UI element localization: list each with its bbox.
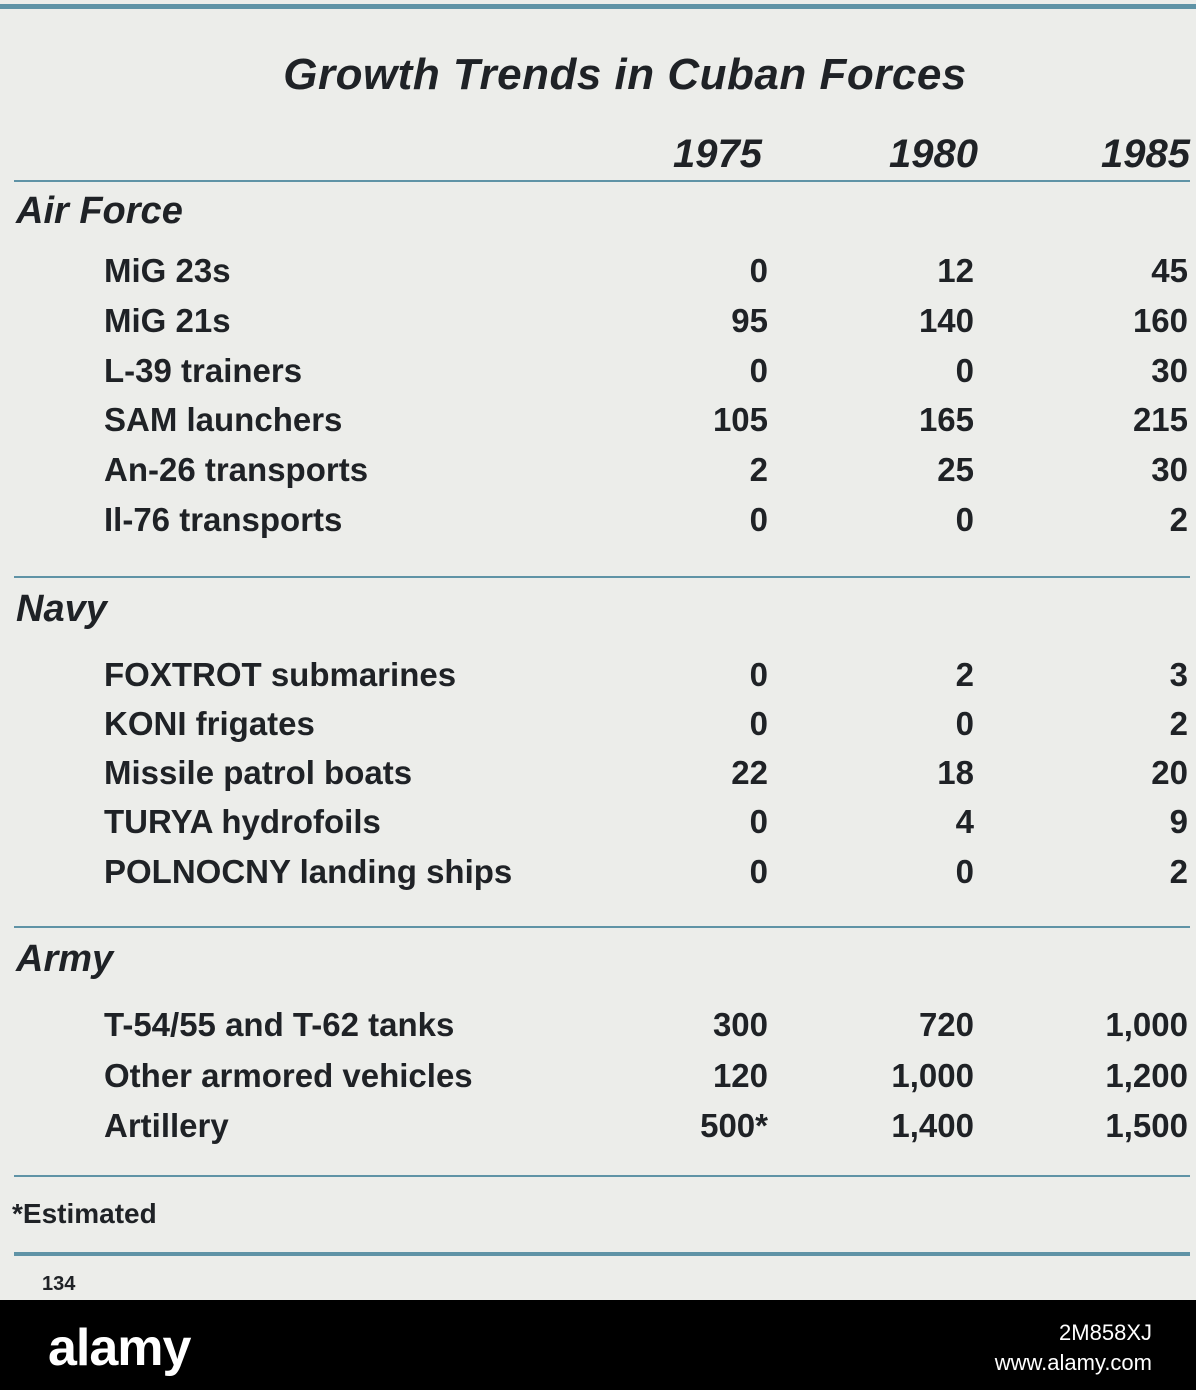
value-1980: 720	[918, 1006, 974, 1043]
value-1985: 45	[1151, 252, 1188, 289]
value-1985: 30	[1151, 451, 1188, 488]
value-1985: 1,200	[1105, 1057, 1188, 1094]
value-1985: 3	[1169, 656, 1188, 693]
table-row	[0, 803, 1196, 849]
value-1975: 0	[749, 352, 768, 389]
value-1985: 215	[1132, 401, 1188, 438]
row-label: MiG 23s	[104, 252, 231, 289]
table-row	[0, 1006, 1196, 1052]
row-label: KONI frigates	[104, 705, 315, 742]
table-row	[0, 705, 1196, 751]
row-label: An-26 transports	[104, 451, 369, 488]
year-header-1985: 1985	[1101, 132, 1190, 176]
value-1975: 2	[749, 451, 768, 488]
value-1980: 1,000	[891, 1057, 974, 1094]
value-1985: 1,000	[1105, 1006, 1188, 1043]
value-1975: 0	[749, 656, 768, 693]
value-1980: 25	[937, 451, 974, 488]
value-1975: 95	[731, 302, 768, 339]
value-1975: 0	[749, 853, 768, 890]
value-1975: 0	[749, 803, 768, 840]
section-army: Army	[16, 938, 114, 980]
value-1975: 0	[749, 252, 768, 289]
row-label: SAM launchers	[104, 401, 343, 438]
value-1985: 2	[1169, 705, 1188, 742]
value-1980: 165	[918, 401, 974, 438]
value-1980: 1,400	[891, 1107, 974, 1144]
row-label: MiG 21s	[104, 302, 231, 339]
table-row	[0, 1107, 1196, 1153]
value-1985: 2	[1169, 501, 1188, 538]
value-1975: 0	[749, 501, 768, 538]
watermark-url: www.alamy.com	[994, 1350, 1152, 1375]
value-1980: 140	[918, 302, 974, 339]
row-label: TURYA hydrofoils	[104, 803, 381, 840]
section-divider	[14, 926, 1190, 928]
page-number: 134	[42, 1273, 76, 1295]
top-rule	[0, 4, 1196, 9]
table-row	[0, 853, 1196, 899]
value-1985: 9	[1169, 803, 1188, 840]
table-row	[0, 501, 1196, 547]
row-label: Artillery	[104, 1107, 229, 1144]
value-1980: 4	[955, 803, 974, 840]
value-1980: 12	[937, 252, 974, 289]
header-divider	[14, 180, 1190, 182]
table-row	[0, 451, 1196, 497]
table-row	[0, 754, 1196, 800]
table-row	[0, 252, 1196, 298]
value-1980: 0	[955, 501, 974, 538]
page-title: Growth Trends in Cuban Forces	[283, 50, 967, 99]
value-1975: 22	[731, 754, 768, 791]
year-header-1975: 1975	[673, 132, 762, 176]
value-1975: 300	[712, 1006, 768, 1043]
footnote: *Estimated	[12, 1198, 157, 1229]
watermark-bar	[0, 1300, 1196, 1390]
table-row	[0, 352, 1196, 398]
value-1975: 105	[712, 401, 768, 438]
value-1985: 2	[1169, 853, 1188, 890]
section-air-force: Air Force	[16, 190, 183, 232]
table-row	[0, 302, 1196, 348]
row-label: POLNOCNY landing ships	[104, 853, 513, 890]
image-id: 2M858XJ	[1059, 1320, 1152, 1345]
year-header-1980: 1980	[889, 132, 978, 176]
value-1980: 2	[955, 656, 974, 693]
row-label: L-39 trainers	[104, 352, 303, 389]
value-1985: 160	[1132, 302, 1188, 339]
value-1975: 0	[749, 705, 768, 742]
row-label: FOXTROT submarines	[104, 656, 457, 693]
row-label: T-54/55 and T-62 tanks	[104, 1006, 455, 1043]
alamy-logo: alamy	[48, 1319, 191, 1377]
value-1975: 120	[712, 1057, 768, 1094]
section-navy: Navy	[16, 588, 107, 630]
row-label: Other armored vehicles	[104, 1057, 473, 1094]
value-1980: 18	[937, 754, 974, 791]
row-label: Il-76 transports	[104, 501, 343, 538]
section-divider	[14, 1175, 1190, 1177]
value-1980: 0	[955, 352, 974, 389]
table-row	[0, 656, 1196, 702]
table-row	[0, 401, 1196, 447]
value-1985: 20	[1151, 754, 1188, 791]
bottom-rule	[14, 1252, 1190, 1256]
row-label: Missile patrol boats	[104, 754, 413, 791]
section-divider	[14, 576, 1190, 578]
table-row	[0, 1057, 1196, 1103]
value-1980: 0	[955, 705, 974, 742]
value-1980: 0	[955, 853, 974, 890]
value-1985: 30	[1151, 352, 1188, 389]
value-1985: 1,500	[1105, 1107, 1188, 1144]
value-1975: 500*	[700, 1107, 768, 1144]
